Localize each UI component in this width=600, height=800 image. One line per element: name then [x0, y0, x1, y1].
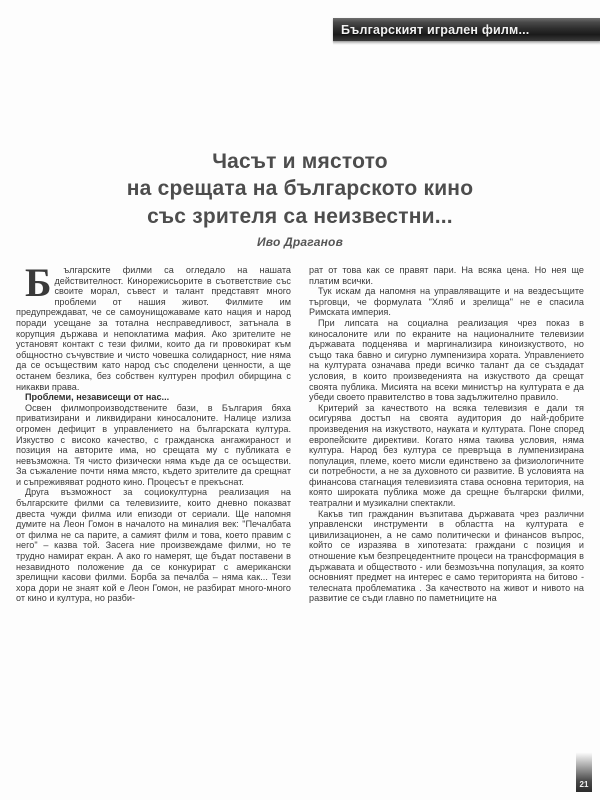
- paragraph: При липсата на социална реализация чрез показ в киносалоните или по екраните на националните телевизии държавата подценява и маргинализира киноизкуството, но също така бавно и сигурно лумпенизира хората. Управлението на културата означава преди всичко талант да се създадат условия, в които произведенията на изкуството да срещат своята публика. Мисията на всеки министър на културата е да убеди своето правителство в това задължително правило.: [309, 317, 584, 403]
- paragraph: Освен филмопроизводствените бази, в България бяха приватизирани и ликвидирани киносалоните. Налице излиза огромен дефицит в управлението на българската култура. Изкуство с високо качество, с гражданска ангажираност и позиция на авторите има, но срещата му с публиката е невъзможна. Тя чисто физически няма къде да се осъществи. За съжаление почти няма място, където зрителите да срещнат и съпреживяват родното кино. Процесът е прекъснат.: [16, 402, 291, 487]
- article-body: [16, 260, 584, 765]
- running-header-title: Българският игрален филм...: [341, 22, 530, 37]
- text-column-left: [16, 260, 291, 765]
- paragraph: Критерий за качеството на всяка телевизия е дали тя осигурява достъп на своята аудитория до най-добрите произведения на изкуството, науката и културата. Поне според европейските директиви. Когато няма такива условия, няма култура. Народ без култура се превръща в лумпенизирана популация, племе, което мисли единствено за физиологичните си потребности, а не за духовното си развитие. В условията на финансова стагнация телевизията става основна територия, на която широката публика може да срещне български филми, театрални и музикални спектакли.: [309, 402, 584, 509]
- article-title-block: [40, 148, 560, 249]
- article-title-line-1: Часът и мястото: [212, 150, 388, 173]
- article-title-line-3: със зрителя са неизвестни...: [147, 204, 453, 228]
- paragraph-text: ългарските филми са огледало на нашата действителност. Кинорежисьорите в съответствие със своите морал, съвест и талант представят много проблеми от нашия живот. Филмите им предупреждават, че се самоунищожаваме като нация и народ поради усещане за тотална несправедливост, затънала в корупция държава и непоклатима мафия. Ако зрителите не установят контакт с тези филми, които да ги провокират към общностно съчувствие и чисто човешка солидарност, ние няма да се осъществим като народ със споделени ценности, а ще останем безлика, без собствен културен профил обирщина с никакви права.: [16, 265, 291, 392]
- running-header-band: [333, 18, 600, 41]
- page-number: 21: [579, 780, 589, 789]
- text-column-right: [309, 265, 584, 765]
- article-author-byline: Иво Драганов: [256, 234, 344, 249]
- article-title-line-2: на срещата на българското кино: [126, 177, 474, 201]
- paragraph: Какъв тип гражданин възпитава държавата чрез различни управленски инструменти в областта на културата е цивилизационен, а не само политически и финансов въпрос, който се изразява в хипотезата: граждани с позиция и отношение към безпрецедентните процеси на трансформация в държавата и обществото - или безмозъчна популация, за която основният предмет на интерес е само територията на битово - телесната проблематика . За качеството на живот и нивото на развитие се съди главно по паметниците на: [309, 508, 584, 604]
- paragraph-with-dropcap: [16, 260, 291, 392]
- paragraph: Друга възможност за социокултурна реализация на българските филми са телевизиите, които дневно показват двеста чужди филма или епизоди от сериали. Ще напомня думите на Леон Гомон в началото на миналия век: "Печалбата от филма не са парите, а самият филм и това, което правим с него" – казва той. Засега ние произвеждаме филми, но те трудно намират екран. А ако го намерят, ще бъдат поставени в незавидното положение да се конкурират с американски зрелищни касови филми. Борба за печалба – няма как... Тези хора дори не знаят кой е Леон Гомон, не разбират много-много от кино и култура, но разби-: [16, 487, 291, 604]
- section-subheading: Проблеми, независещи от нас...: [25, 392, 170, 403]
- page-number-tab: [576, 752, 592, 792]
- paragraph: Тук искам да напомня на управляващите и на вездесъщите търговци, че формулата "Хляб и зрелища" не е спасила Римската империя.: [309, 286, 584, 318]
- drop-cap-letter: Б: [25, 260, 52, 305]
- paragraph: рат от това как се правят пари. На всяка цена. Но нея ще платим всички.: [309, 265, 584, 286]
